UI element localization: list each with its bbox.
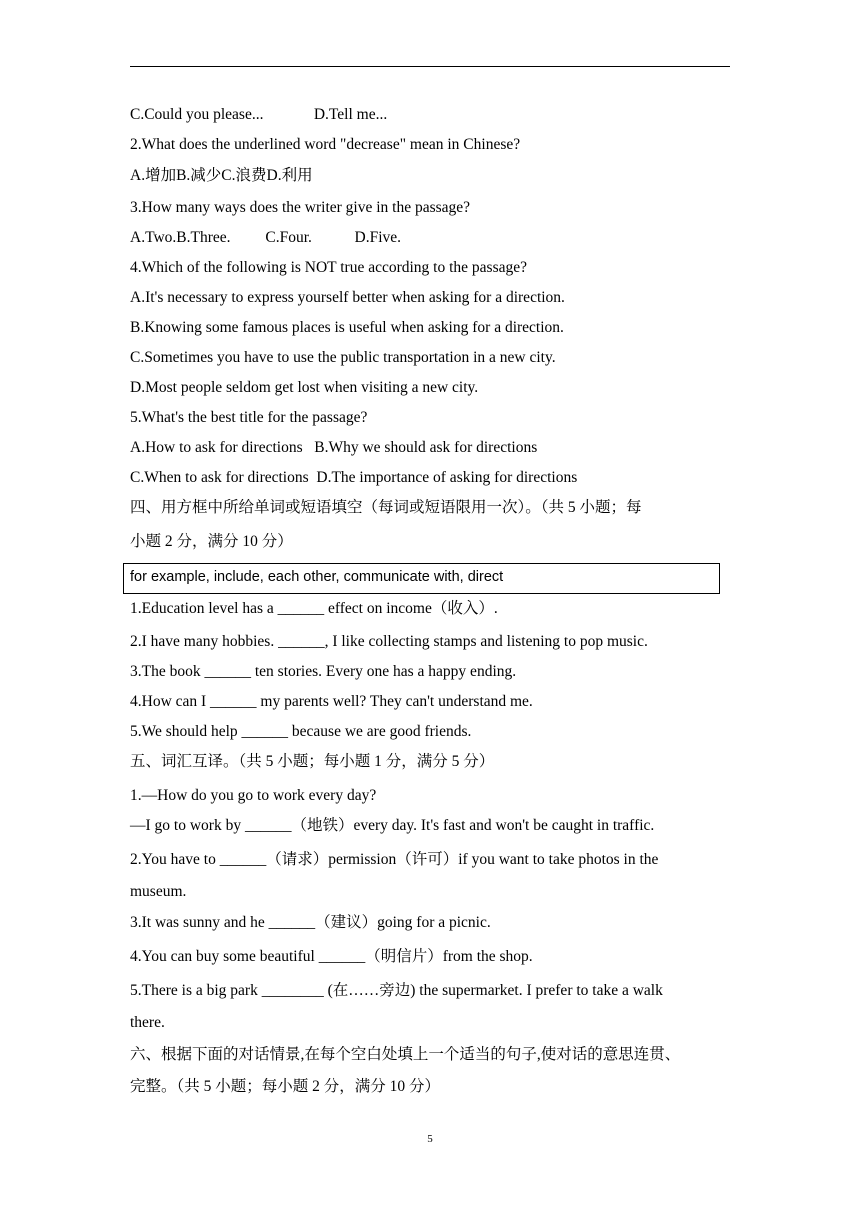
vocab-1-question: 1.—How do you go to work every day? xyxy=(130,787,377,804)
fill-blank-5: 5.We should help ______ because we are good friends. xyxy=(130,723,472,740)
question-2: 2.What does the underlined word "decrease" mean in Chinese? xyxy=(130,136,521,153)
question-2-options: A.增加B.减少C.浪费D.利用 xyxy=(130,167,313,184)
section-6-heading: 六、根据下面的对话情景,在每个空白处填上一个适当的句子,使对话的意思连贯、 xyxy=(130,1046,681,1063)
word-box-text: for example, include, each other, communicate with, direct xyxy=(130,569,504,585)
question-4-option-b: B.Knowing some famous places is useful when asking for a direction. xyxy=(130,319,564,336)
question-5-options-cd: C.When to ask for directions D.The importance of asking for directions xyxy=(130,469,578,486)
fill-blank-1: 1.Education level has a ______ effect on income（收入）. xyxy=(130,600,498,617)
vocab-3: 3.It was sunny and he ______（建议）going for a picnic. xyxy=(130,914,491,931)
question-4-option-a: A.It's necessary to express yourself better when asking for a direction. xyxy=(130,289,565,306)
section-4-heading: 四、用方框中所给单词或短语填空（每词或短语限用一次）。（共 5 小题；每 xyxy=(130,499,642,516)
question-1-options-cd: C.Could you please... D.Tell me... xyxy=(130,106,388,123)
vocab-5: 5.There is a big park ________ (在……旁边) the supermarket. I prefer to take a walk xyxy=(130,982,663,999)
vocab-2: 2.You have to ______（请求）permission（许可）if you want to take photos in the xyxy=(130,851,659,868)
fill-blank-4: 4.How can I ______ my parents well? They can't understand me. xyxy=(130,693,533,710)
vocab-4: 4.You can buy some beautiful ______（明信片）from the shop. xyxy=(130,948,533,965)
question-4-option-d: D.Most people seldom get lost when visiting a new city. xyxy=(130,379,479,396)
section-6-heading-cont: 完整。（共 5 小题；每小题 2 分，满分 10 分） xyxy=(130,1078,441,1095)
vocab-1-answer: —I go to work by ______（地铁）every day. It's fast and won't be caught in traffic. xyxy=(130,817,655,834)
question-3: 3.How many ways does the writer give in the passage? xyxy=(130,199,471,216)
fill-blank-3: 3.The book ______ ten stories. Every one has a happy ending. xyxy=(130,663,517,680)
header-rule xyxy=(130,66,730,67)
question-5: 5.What's the best title for the passage? xyxy=(130,409,368,426)
fill-blank-2: 2.I have many hobbies. ______, I like collecting stamps and listening to pop music. xyxy=(130,633,648,650)
word-box xyxy=(123,563,720,594)
vocab-2-cont: museum. xyxy=(130,883,187,900)
section-5-heading: 五、词汇互译。（共 5 小题；每小题 1 分，满分 5 分） xyxy=(130,753,495,770)
question-4: 4.Which of the following is NOT true according to the passage? xyxy=(130,259,528,276)
vocab-5-cont: there. xyxy=(130,1014,165,1031)
question-5-options-ab: A.How to ask for directions B.Why we should ask for directions xyxy=(130,439,538,456)
question-4-option-c: C.Sometimes you have to use the public transportation in a new city. xyxy=(130,349,556,366)
section-4-heading-cont: 小题 2 分，满分 10 分） xyxy=(130,533,293,550)
question-3-options: A.Two.B.Three. C.Four. D.Five. xyxy=(130,229,402,246)
page-number: 5 xyxy=(427,1133,433,1145)
